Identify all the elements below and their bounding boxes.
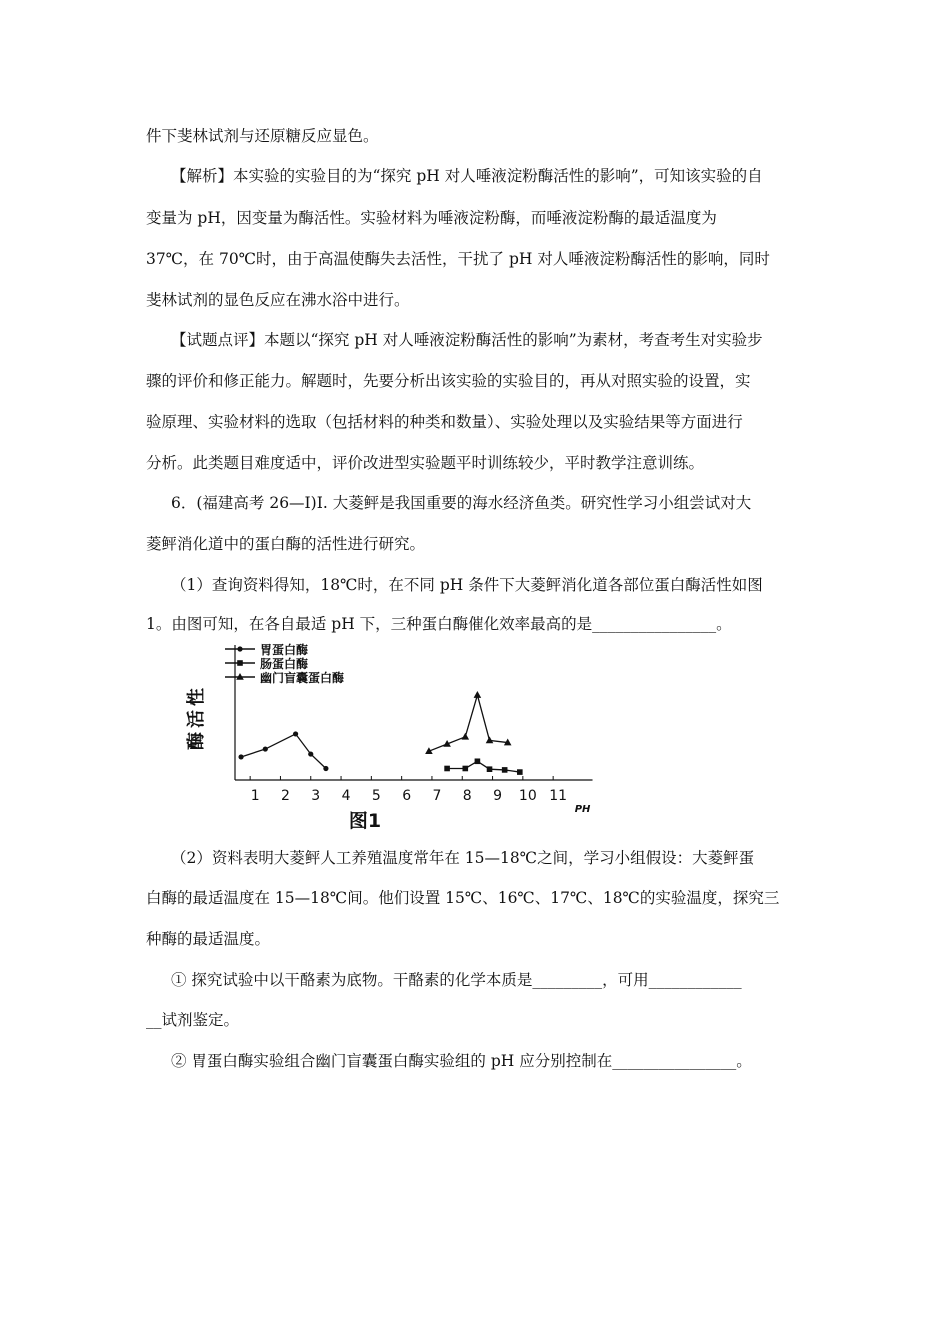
legend-label: 胃蛋白酶 — [260, 643, 309, 657]
series-line-1 — [241, 734, 326, 769]
paragraph-line: 分析。此类题目难度适中，评价改进型实验题平时训练较少，平时教学注意训练。 — [146, 454, 705, 472]
figure-1-chart — [180, 635, 600, 835]
data-point — [293, 731, 298, 736]
paragraph-line: 37℃，在 70℃时，由于高温使酶失去活性，干扰了 pH 对人唾液淀粉酶活性的影响，同时 — [146, 250, 770, 268]
x-tick-label: 10 — [518, 788, 537, 804]
question-6-heading: 6．(福建高考 26—I)I. 大菱鲆是我国重要的海水经济鱼类。研究性学习小组尝试对大 — [171, 494, 752, 512]
x-tick-label: 9 — [493, 788, 503, 804]
legend-marker — [237, 646, 242, 651]
x-tick-label: 3 — [311, 788, 321, 804]
x-tick-label: 7 — [432, 788, 442, 804]
comment-paragraph: 【试题点评】本题以“探究 pH 对人唾液淀粉酶活性的影响”为素材，考查考生对实验步 — [171, 331, 763, 349]
legend-label: 幽门盲囊蛋白酶 — [260, 671, 345, 685]
paragraph-line: 斐林试剂的显色反应在沸水浴中进行。 — [146, 291, 410, 309]
legend-marker — [237, 660, 243, 666]
x-axis-label: PH — [574, 804, 591, 815]
data-point — [308, 751, 313, 756]
x-tick-label: 11 — [549, 788, 568, 804]
data-point — [475, 758, 481, 764]
x-tick-label: 2 — [280, 788, 290, 804]
subquestion-2-item-2: ② 胃蛋白酶实验组合幽门盲囊蛋白酶实验组的 pH 应分别控制在________________。 — [171, 1052, 752, 1070]
paragraph-line: 件下斐林试剂与还原糖反应显色。 — [146, 127, 379, 145]
paragraph-line: 1。由图可知，在各自最适 pH 下，三种蛋白酶催化效率最高的是________________。 — [146, 615, 732, 633]
data-point — [474, 691, 482, 698]
paragraph-line: 骤的评价和修正能力。解题时，先要分析出该实验的实验目的，再从对照实验的设置，实 — [146, 372, 751, 390]
analysis-paragraph: 【解析】本实验的实验目的为“探究 pH 对人唾液淀粉酶活性的影响”，可知该实验的自 — [171, 167, 763, 185]
data-point — [487, 766, 493, 772]
paragraph-line: 种酶的最适温度。 — [146, 930, 271, 948]
x-tick-label: 8 — [462, 788, 472, 804]
x-tick-label: 1 — [250, 788, 260, 804]
subquestion-1: （1）查询资料得知，18℃时，在不同 pH 条件下大菱鲆消化道各部位蛋白酶活性如图 — [171, 576, 763, 594]
data-point — [462, 766, 468, 772]
data-point — [238, 754, 243, 759]
series-line-3 — [429, 695, 508, 751]
data-point — [486, 736, 494, 743]
series-line-2 — [447, 761, 520, 772]
legend-label: 肠蛋白酶 — [260, 657, 309, 671]
paragraph-line: 菱鲆消化道中的蛋白酶的活性进行研究。 — [146, 535, 426, 553]
data-point — [502, 767, 508, 773]
x-tick-label: 6 — [402, 788, 412, 804]
data-point — [263, 746, 268, 751]
chart-title: 图1 — [348, 810, 382, 832]
subquestion-2: （2）资料表明大菱鲆人工养殖温度常年在 15—18℃之间，学习小组假设：大菱鲆蛋 — [171, 849, 755, 867]
data-point — [323, 766, 328, 771]
x-tick-label: 4 — [341, 788, 351, 804]
data-point — [461, 733, 469, 740]
data-point — [444, 766, 450, 772]
paragraph-line: 白酶的最适温度在 15—18℃间。他们设置 15℃、16℃、17℃、18℃的实验温度，探究三 — [146, 889, 780, 907]
subquestion-2-item-1: ① 探究试验中以干酪素为底物。干酪素的化学本质是_________，可用____________ — [171, 971, 742, 989]
paragraph-line: 变量为 pH，因变量为酶活性。实验材料为唾液淀粉酶，而唾液淀粉酶的最适温度为 — [146, 209, 717, 227]
paragraph-line: 验原理、实验材料的选取（包括材料的种类和数量）、实验处理以及实验结果等方面进行 — [146, 413, 743, 431]
data-point — [517, 769, 523, 775]
x-tick-label: 5 — [371, 788, 381, 804]
y-axis-label: 酶活性 — [186, 684, 207, 750]
chart-svg — [180, 635, 600, 835]
paragraph-line: __试剂鉴定。 — [146, 1011, 240, 1029]
